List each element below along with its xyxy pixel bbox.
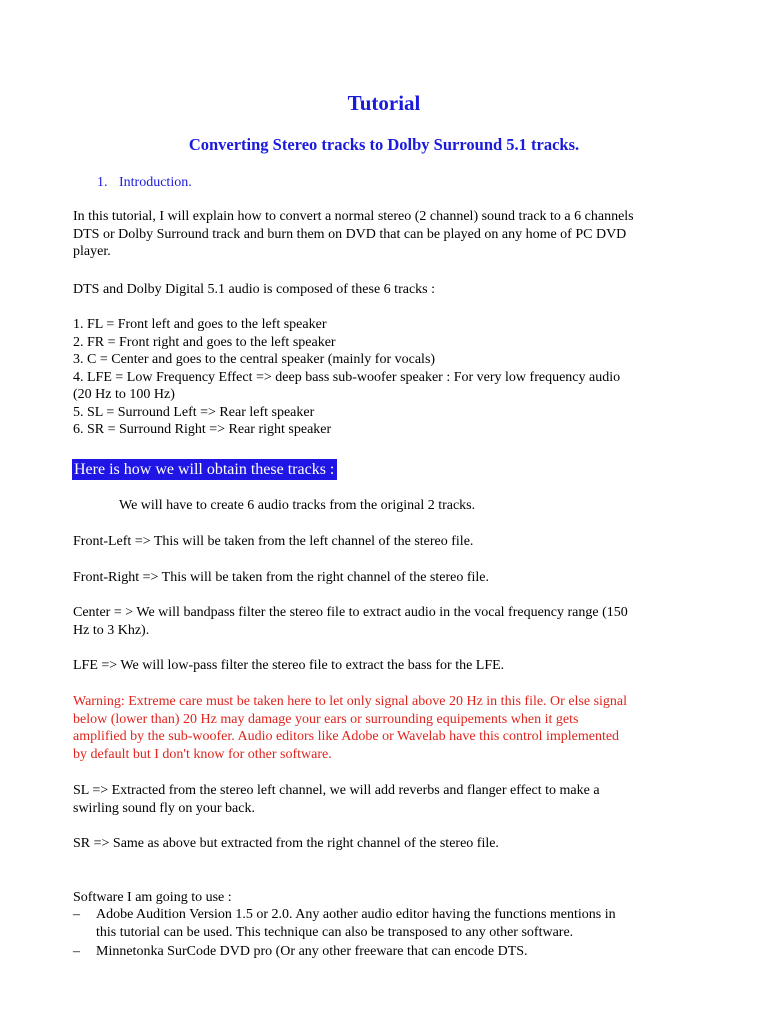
center-line: Hz to 3 Khz). xyxy=(73,622,150,638)
track-list-line: (20 Hz to 100 Hz) xyxy=(73,387,175,402)
track-list-line: 5. SL = Surround Left => Rear left speaker xyxy=(73,404,315,420)
intro-line: In this tutorial, I will explain how to convert a normal stereo (2 channel) sound track to a 6 channels xyxy=(73,209,634,224)
sl-paragraph xyxy=(73,782,698,817)
section-heading-introduction xyxy=(97,174,192,192)
section-number: 1. xyxy=(97,175,108,190)
list-item-software xyxy=(73,906,713,941)
sr-paragraph xyxy=(73,835,698,853)
sr-line: SR => Same as above but extracted from the right channel of the stereo file. xyxy=(73,836,499,851)
front-left-line: Front-Left => This will be taken from the left channel of the stereo file. xyxy=(73,534,474,549)
front-right-paragraph xyxy=(73,569,698,587)
highlight-heading-wrap xyxy=(72,459,337,480)
warning-line: by default but I don't know for other software. xyxy=(73,746,332,762)
dash-bullet: – xyxy=(73,944,80,959)
intro-line: DTS or Dolby Surround track and burn them on DVD that can be played on any home of PC DVD xyxy=(73,226,627,242)
highlight-heading: Here is how we will obtain these tracks : xyxy=(72,459,337,480)
software-heading xyxy=(73,889,698,907)
list-item-line: this tutorial can be used. This technique can also be transposed to any other software. xyxy=(96,924,574,940)
lfe-line: LFE => We will low-pass filter the stereo file to extract the bass for the LFE. xyxy=(73,658,505,673)
composed-line: DTS and Dolby Digital 5.1 audio is composed of these 6 tracks : xyxy=(73,282,435,297)
track-list-line: 6. SR = Surround Right => Rear right speaker xyxy=(73,422,332,437)
document-subtitle: Converting Stereo tracks to Dolby Surround 5.1 tracks. xyxy=(188,135,580,154)
list-item-text xyxy=(96,943,528,961)
track-list-line: 2. FR = Front right and goes to the left speaker xyxy=(73,334,336,350)
sl-line: SL => Extracted from the stereo left channel, we will add reverbs and flanger effect to make a xyxy=(73,783,600,798)
track-list xyxy=(73,316,698,439)
warning-paragraph xyxy=(73,693,698,763)
document-title: Tutorial xyxy=(347,91,421,115)
center-line: Center = > We will bandpass filter the stereo file to extract audio in the vocal frequency range (150 xyxy=(73,605,628,620)
warning-line: below (lower than) 20 Hz may damage your ears or surrounding equipements when it gets xyxy=(73,711,579,727)
create-line: We will have to create 6 audio tracks from the original 2 tracks. xyxy=(119,498,476,513)
list-item-line: Adobe Audition Version 1.5 or 2.0. Any aother audio editor having the functions mentions in xyxy=(96,907,616,922)
intro-paragraph xyxy=(73,208,698,261)
intro-line: player. xyxy=(73,244,111,259)
create-paragraph xyxy=(119,497,744,515)
list-item-software xyxy=(73,943,713,961)
list-item-line: Minnetonka SurCode DVD pro (Or any other freeware that can encode DTS. xyxy=(96,944,528,959)
center-paragraph xyxy=(73,604,698,639)
list-item-text xyxy=(96,906,616,941)
track-list-line: 3. C = Center and goes to the central speaker (mainly for vocals) xyxy=(73,352,436,367)
section-label: Introduction. xyxy=(119,175,192,190)
composed-paragraph xyxy=(73,281,698,299)
track-list-line: 4. LFE = Low Frequency Effect => deep bass sub-woofer speaker : For very low frequency audio xyxy=(73,369,621,385)
lfe-paragraph xyxy=(73,657,698,675)
dash-bullet: – xyxy=(73,907,80,922)
track-list-line: 1. FL = Front left and goes to the left speaker xyxy=(73,317,327,332)
warning-line: amplified by the sub-woofer. Audio editors like Adobe or Wavelab have this control implemented xyxy=(73,729,620,744)
warning-line: Warning: Extreme care must be taken here to let only signal above 20 Hz in this file. Or else signal xyxy=(73,694,628,709)
front-left-paragraph xyxy=(73,533,698,551)
software-heading-line: Software I am going to use : xyxy=(73,890,232,905)
front-right-line: Front-Right => This will be taken from the right channel of the stereo file. xyxy=(73,570,489,585)
sl-line: swirling sound fly on your back. xyxy=(73,800,255,816)
